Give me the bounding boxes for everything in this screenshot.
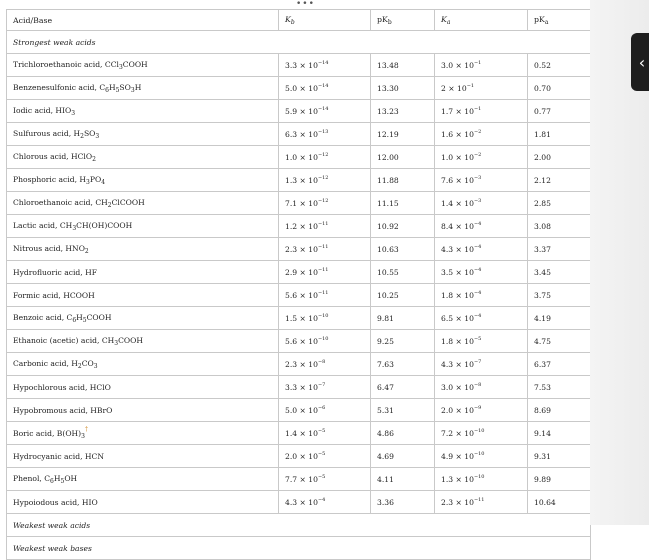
- pka-cell: 7.53: [528, 376, 591, 399]
- ka-mantissa: 4.3 × 10: [441, 245, 474, 254]
- ka-cell: [435, 307, 528, 330]
- table-row: [7, 169, 591, 192]
- formula-subscript: 6: [105, 86, 109, 94]
- header-ka: $K_a$: [435, 10, 528, 31]
- ka-cell: [435, 261, 528, 284]
- section-weakest-bases-label: Weakest weak bases: [7, 537, 591, 560]
- footnote-mark: †: [84, 426, 88, 433]
- table-row: [7, 215, 591, 238]
- formula-subscript: 3: [114, 339, 119, 347]
- pkb-cell: 9.81: [371, 307, 435, 330]
- acid-name-text: H: [53, 473, 61, 483]
- header-kb: $K_b$: [279, 10, 371, 31]
- acid-name-text: Hydrofluoric acid, HF: [13, 267, 98, 277]
- kb-exponent: −8: [317, 359, 326, 365]
- acid-name-text: CH(OH)COOH: [76, 220, 133, 230]
- kb-cell: [279, 192, 371, 215]
- acid-name-cell: [7, 376, 279, 399]
- kb-exponent: −11: [317, 221, 329, 227]
- ka-exponent: −4: [473, 267, 482, 273]
- ka-exponent: −10: [473, 428, 485, 434]
- table-header-row: [7, 10, 591, 31]
- ka-mantissa: 1.8 × 10: [441, 291, 474, 300]
- kb-cell: [279, 353, 371, 376]
- pka-cell: 9.31: [528, 445, 591, 468]
- acid-name-text: Hydrocyanic acid, HCN: [13, 451, 105, 461]
- formula-subscript: 3: [130, 86, 135, 94]
- formula-subscript: 3: [93, 362, 98, 370]
- kb-mantissa: 2.0 × 10: [285, 452, 318, 461]
- kb-cell: [279, 422, 371, 445]
- formula-subscript: 2: [77, 362, 82, 370]
- table-row: [7, 422, 591, 445]
- kb-mantissa: 5.0 × 10: [285, 406, 318, 415]
- acid-name-cell: [7, 445, 279, 468]
- ka-mantissa: 3.0 × 10: [441, 383, 474, 392]
- acid-name-cell: [7, 146, 279, 169]
- formula-subscript: 3: [71, 109, 76, 117]
- pka-cell: 1.81: [528, 123, 591, 146]
- table-row: [7, 468, 591, 491]
- acid-base-table: [6, 9, 591, 560]
- kb-cell: [279, 445, 371, 468]
- ka-cell: [435, 491, 528, 514]
- kb-exponent: −12: [317, 175, 329, 181]
- kb-mantissa: 2.9 × 10: [285, 268, 318, 277]
- acid-name-text: Hypochlorous acid, HClO: [13, 382, 111, 392]
- ka-mantissa: 8.4 × 10: [441, 222, 474, 231]
- ka-mantissa: 2 × 10: [441, 84, 467, 93]
- ka-exponent: −2: [473, 129, 482, 135]
- table-row: [7, 238, 591, 261]
- ka-mantissa: 2.3 × 10: [441, 498, 474, 507]
- pka-cell: 0.77: [528, 100, 591, 123]
- acid-name-text: COOH: [86, 312, 112, 322]
- table-row: [7, 77, 591, 100]
- kb-exponent: −12: [317, 152, 329, 158]
- acid-name-cell: [7, 192, 279, 215]
- ka-exponent: −10: [473, 474, 485, 480]
- ka-exponent: −3: [473, 175, 482, 181]
- acid-name-text: Chlorous acid, HClO: [13, 151, 93, 161]
- kb-mantissa: 1.0 × 10: [285, 153, 318, 162]
- ka-exponent: −10: [473, 451, 485, 457]
- acid-name-text: COOH: [118, 335, 143, 345]
- scroll-indicator: •••: [296, 0, 315, 9]
- pka-cell: 3.75: [528, 284, 591, 307]
- pkb-cell: 10.92: [371, 215, 435, 238]
- pkb-cell: 13.30: [371, 77, 435, 100]
- ka-cell: [435, 468, 528, 491]
- acid-name-cell: [7, 54, 279, 77]
- pka-cell: 0.70: [528, 77, 591, 100]
- acid-name-cell: [7, 215, 279, 238]
- ka-exponent: −8: [473, 382, 482, 388]
- ka-cell: [435, 77, 528, 100]
- ka-exponent: −4: [473, 290, 482, 296]
- ka-exponent: −1: [473, 106, 482, 112]
- pkb-cell: 10.63: [371, 238, 435, 261]
- formula-subscript: 6: [50, 477, 54, 485]
- kb-exponent: −11: [317, 290, 329, 296]
- kb-mantissa: 1.3 × 10: [285, 176, 318, 185]
- pkb-cell: 13.48: [371, 54, 435, 77]
- acid-name-text: Sulfurous acid, H: [13, 128, 81, 138]
- ka-exponent: −7: [473, 359, 482, 365]
- kb-exponent: −14: [317, 106, 329, 112]
- pkb-cell: 3.36: [371, 491, 435, 514]
- acid-name-text: Formic acid, HCOOH: [13, 290, 95, 300]
- section-weakest-acids-label: Weakest weak acids: [7, 514, 591, 537]
- ka-exponent: −3: [473, 198, 482, 204]
- table-row: [7, 376, 591, 399]
- acid-name-text: Iodic acid, HIO: [13, 105, 72, 115]
- ka-exponent: −4: [473, 313, 482, 319]
- acid-name-text: Ethanoic (acetic) acid, CH: [13, 335, 115, 345]
- kb-mantissa: 2.3 × 10: [285, 245, 318, 254]
- ka-cell: [435, 100, 528, 123]
- pkb-cell: 12.19: [371, 123, 435, 146]
- kb-cell: [279, 376, 371, 399]
- acid-name-text: Lactic acid, CH: [13, 220, 73, 230]
- table-row: [7, 330, 591, 353]
- acid-name-cell: [7, 238, 279, 261]
- ka-mantissa: 1.7 × 10: [441, 107, 474, 116]
- table-row: [7, 146, 591, 169]
- ka-exponent: −2: [473, 152, 482, 158]
- pkb-cell: 7.63: [371, 353, 435, 376]
- acid-name-cell: [7, 284, 279, 307]
- acid-name-text: SO: [119, 82, 131, 92]
- ka-exponent: −1: [473, 60, 482, 66]
- ka-cell: [435, 284, 528, 307]
- kb-mantissa: 5.6 × 10: [285, 337, 318, 346]
- ka-mantissa: 7.2 × 10: [441, 429, 474, 438]
- acid-name-cell: [7, 422, 279, 445]
- pkb-cell: 10.55: [371, 261, 435, 284]
- kb-cell: [279, 123, 371, 146]
- acid-name-cell: [7, 169, 279, 192]
- acid-name-text: ClCOOH: [111, 197, 145, 207]
- ka-mantissa: 3.0 × 10: [441, 61, 474, 70]
- table-row: [7, 399, 591, 422]
- acid-name-text: CO: [81, 358, 94, 368]
- acid-name-text: Carbonic acid, H: [13, 358, 78, 368]
- ka-mantissa: 4.9 × 10: [441, 452, 474, 461]
- ka-mantissa: 6.5 × 10: [441, 314, 474, 323]
- ka-cell: [435, 422, 528, 445]
- kb-cell: [279, 284, 371, 307]
- section-weakest-bases-row: [7, 537, 591, 560]
- acid-name-text: H: [76, 312, 83, 322]
- ka-cell: [435, 353, 528, 376]
- acid-name-text: Benzenesulfonic acid, C: [13, 82, 106, 92]
- chevron-left-icon: ‹: [638, 52, 646, 72]
- section-weakest-acids-row: [7, 514, 591, 537]
- pka-cell: 0.52: [528, 54, 591, 77]
- table-row: [7, 100, 591, 123]
- kb-exponent: −5: [317, 428, 326, 434]
- side-panel-toggle[interactable]: [631, 33, 649, 91]
- pka-cell: 9.89: [528, 468, 591, 491]
- kb-cell: [279, 100, 371, 123]
- ka-exponent: −4: [473, 221, 482, 227]
- table-row: [7, 54, 591, 77]
- ka-mantissa: 1.0 × 10: [441, 153, 474, 162]
- ka-mantissa: 7.6 × 10: [441, 176, 474, 185]
- acid-name-text: Trichloroethanoic acid, CCl: [13, 59, 119, 69]
- pka-cell: 9.14: [528, 422, 591, 445]
- kb-mantissa: 6.3 × 10: [285, 130, 318, 139]
- table-row: [7, 192, 591, 215]
- acid-name-text: H: [108, 82, 116, 92]
- kb-cell: [279, 330, 371, 353]
- pkb-cell: 5.31: [371, 399, 435, 422]
- kb-mantissa: 2.3 × 10: [285, 360, 318, 369]
- pkb-cell: 4.69: [371, 445, 435, 468]
- ka-mantissa: 1.8 × 10: [441, 337, 474, 346]
- ka-exponent: −1: [466, 83, 475, 89]
- table-row: [7, 123, 591, 146]
- pkb-cell: 4.86: [371, 422, 435, 445]
- acid-name-text: Chloroethanoic acid, CH: [13, 197, 108, 207]
- formula-subscript: 5: [115, 86, 120, 94]
- acid-name-cell: [7, 468, 279, 491]
- acid-name-text: Nitrous acid, HNO: [13, 243, 85, 253]
- pkb-cell: 12.00: [371, 146, 435, 169]
- ka-cell: [435, 399, 528, 422]
- formula-subscript: 3: [86, 178, 90, 186]
- acid-name-text: OH: [64, 473, 78, 483]
- formula-subscript: 3: [72, 224, 77, 232]
- ka-mantissa: 3.5 × 10: [441, 268, 474, 277]
- ka-mantissa: 1.3 × 10: [441, 475, 474, 484]
- kb-exponent: −13: [317, 129, 329, 135]
- kb-mantissa: 3.3 × 10: [285, 61, 318, 70]
- kb-cell: [279, 77, 371, 100]
- section-strongest-label: Strongest weak acids: [7, 31, 591, 54]
- acid-name-text: Boric acid, B(OH): [13, 429, 82, 438]
- ka-cell: [435, 169, 528, 192]
- kb-mantissa: 3.3 × 10: [285, 383, 318, 392]
- acid-name-text: Hypoiodous acid, HIO: [13, 497, 98, 507]
- acid-name-cell: [7, 353, 279, 376]
- header-pka: $pK_a$: [528, 10, 591, 31]
- kb-cell: [279, 238, 371, 261]
- acid-name-text: COOH: [122, 59, 148, 69]
- formula-subscript: 3: [81, 433, 85, 440]
- ka-exponent: −11: [473, 497, 485, 503]
- pka-cell: 4.75: [528, 330, 591, 353]
- ka-cell: [435, 123, 528, 146]
- ka-mantissa: 1.6 × 10: [441, 130, 474, 139]
- formula-subscript: 5: [60, 477, 65, 485]
- pka-cell: 2.85: [528, 192, 591, 215]
- pka-cell: 3.37: [528, 238, 591, 261]
- kb-exponent: −7: [317, 382, 326, 388]
- kb-mantissa: 1.2 × 10: [285, 222, 318, 231]
- kb-mantissa: 5.0 × 10: [285, 84, 318, 93]
- acid-name-text: Phosphoric acid, H: [13, 174, 87, 184]
- pkb-cell: 6.47: [371, 376, 435, 399]
- kb-mantissa: 1.4 × 10: [285, 429, 318, 438]
- ka-mantissa: 4.3 × 10: [441, 360, 474, 369]
- acid-name-cell: [7, 307, 279, 330]
- pka-cell: 2.12: [528, 169, 591, 192]
- pka-cell: 4.19: [528, 307, 591, 330]
- pkb-cell: 13.23: [371, 100, 435, 123]
- ka-cell: [435, 192, 528, 215]
- ka-exponent: −4: [473, 244, 482, 250]
- ka-cell: [435, 54, 528, 77]
- acid-name-cell: [7, 491, 279, 514]
- kb-mantissa: 7.1 × 10: [285, 199, 318, 208]
- kb-cell: [279, 54, 371, 77]
- acid-name-cell: [7, 100, 279, 123]
- pka-cell: 8.69: [528, 399, 591, 422]
- formula-subscript: 2: [84, 247, 89, 255]
- kb-mantissa: 5.9 × 10: [285, 107, 318, 116]
- acid-name-cell: [7, 399, 279, 422]
- table-row: [7, 353, 591, 376]
- kb-cell: [279, 215, 371, 238]
- pkb-cell: 11.88: [371, 169, 435, 192]
- table-row: [7, 284, 591, 307]
- section-strongest-row: [7, 31, 591, 54]
- formula-subscript: 2: [92, 155, 96, 163]
- ka-cell: [435, 376, 528, 399]
- kb-mantissa: 7.7 × 10: [285, 475, 318, 484]
- kb-mantissa: 5.6 × 10: [285, 291, 318, 300]
- pka-cell: 6.37: [528, 353, 591, 376]
- kb-exponent: −12: [317, 198, 329, 204]
- kb-exponent: −14: [317, 83, 329, 89]
- acid-name-text: H: [134, 82, 142, 92]
- acid-name-text: PO: [89, 174, 102, 184]
- kb-cell: [279, 399, 371, 422]
- header-pkb: $pK_b$: [371, 10, 435, 31]
- formula-subscript: 2: [107, 201, 112, 209]
- kb-cell: [279, 491, 371, 514]
- acid-name-cell: [7, 261, 279, 284]
- kb-exponent: −5: [317, 474, 326, 480]
- ka-exponent: −9: [473, 405, 482, 411]
- kb-exponent: −11: [317, 244, 329, 250]
- ka-cell: [435, 330, 528, 353]
- formula-subscript: 3: [95, 132, 100, 140]
- kb-exponent: −5: [317, 451, 326, 457]
- formula-subscript: 6: [72, 316, 77, 324]
- header-acid-base: Acid/Base: [7, 10, 279, 31]
- table-row: [7, 307, 591, 330]
- formula-subscript: 4: [101, 178, 106, 186]
- acid-name-cell: [7, 77, 279, 100]
- table-body: [7, 31, 591, 560]
- pkb-cell: 10.25: [371, 284, 435, 307]
- kb-exponent: −4: [317, 497, 326, 503]
- ka-mantissa: 2.0 × 10: [441, 406, 474, 415]
- kb-exponent: −10: [317, 313, 329, 319]
- ka-cell: [435, 215, 528, 238]
- formula-subscript: 5: [82, 316, 87, 324]
- acid-name-text: Hypobromous acid, HBrO: [13, 405, 113, 415]
- acid-name-cell: [7, 330, 279, 353]
- acid-name-text: Benzoic acid, C: [13, 312, 73, 322]
- table-row: [7, 491, 591, 514]
- pka-cell: 3.45: [528, 261, 591, 284]
- pka-cell: 3.08: [528, 215, 591, 238]
- kb-exponent: −14: [317, 60, 329, 66]
- pkb-cell: 4.11: [371, 468, 435, 491]
- kb-cell: [279, 169, 371, 192]
- ka-exponent: −5: [473, 336, 482, 342]
- kb-mantissa: 1.5 × 10: [285, 314, 318, 323]
- pkb-cell: 9.25: [371, 330, 435, 353]
- ka-cell: [435, 445, 528, 468]
- kb-cell: [279, 261, 371, 284]
- kb-cell: [279, 468, 371, 491]
- kb-exponent: −6: [317, 405, 326, 411]
- kb-exponent: −11: [317, 267, 329, 273]
- acid-name-text: Phenol, C: [13, 473, 51, 483]
- formula-subscript: 2: [80, 132, 84, 140]
- acid-name-cell: [7, 123, 279, 146]
- formula-subscript: 3: [118, 63, 123, 71]
- kb-exponent: −10: [317, 336, 329, 342]
- pka-cell: 2.00: [528, 146, 591, 169]
- pkb-cell: 11.15: [371, 192, 435, 215]
- kb-cell: [279, 146, 371, 169]
- ka-mantissa: 1.4 × 10: [441, 199, 474, 208]
- acid-name-text: SO: [83, 128, 96, 138]
- ka-cell: [435, 146, 528, 169]
- kb-mantissa: 4.3 × 10: [285, 498, 318, 507]
- table-row: [7, 445, 591, 468]
- kb-cell: [279, 307, 371, 330]
- table-row: [7, 261, 591, 284]
- pka-cell: 10.64: [528, 491, 591, 514]
- ka-cell: [435, 238, 528, 261]
